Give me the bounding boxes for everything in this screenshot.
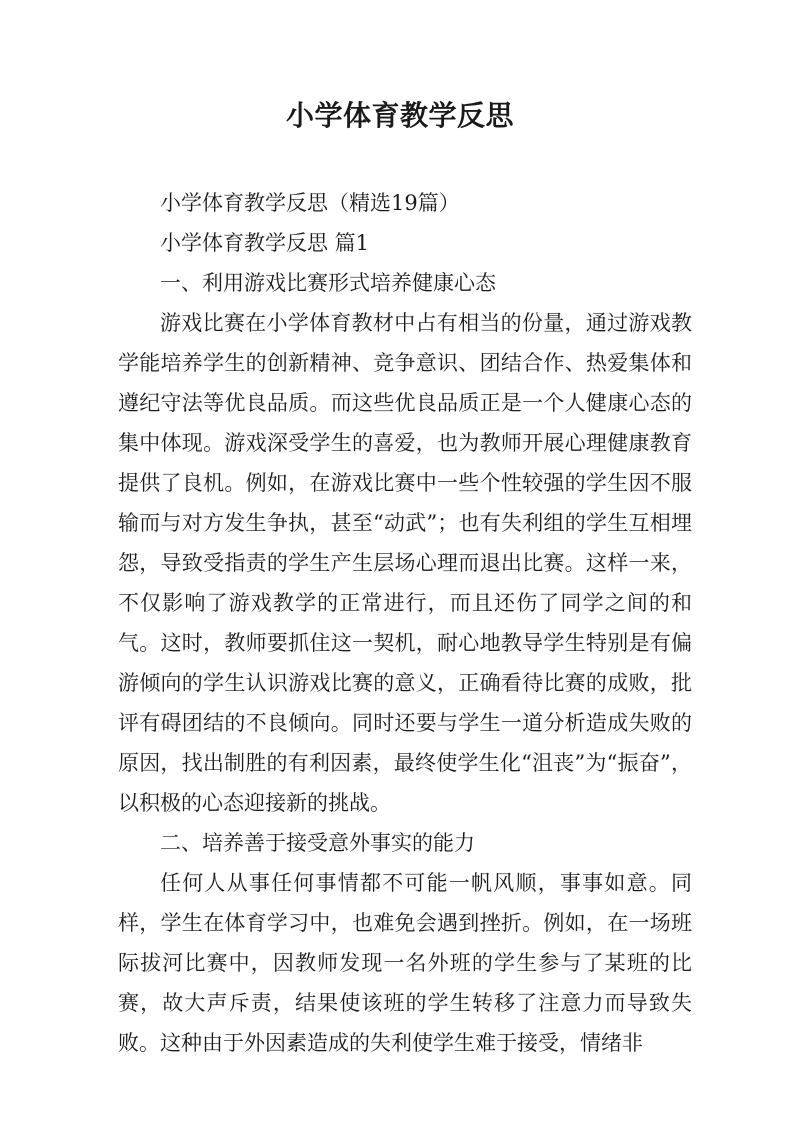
document-body	[118, 183, 692, 1063]
section-heading: 二、培养善于接受意外事实的能力	[160, 831, 475, 855]
body-paragraph: 任何人从事任何事情都不可能一帆风顺，事事如意。同样，学生在体育学习中，也难免会遇到挫折。例如，在一场班际拔河比赛中，因教师发现一名外班的学生参与了某班的比赛，故大声斥责，结果使该班的学生转移了注意力而导致失败。这种由于外因素造成的失利使学生难于接受，情绪非	[118, 871, 692, 1055]
document-title: 小学体育教学反思	[285, 99, 514, 132]
body-paragraph: 游戏比赛在小学体育教材中占有相当的份量，通过游戏教学能培养学生的创新精神、竞争意识、团结合作、热爱集体和遵纪守法等优良品质。而这些优良品质正是一个人健康心态的集中体现。游戏深受学生的喜爱，也为教师开展心理健康教育提供了良机。例如，在游戏比赛中一些个性较强的学生因不服输而与对方发生争执，甚至“动武”；也有失利组的学生互相埋怨，导致受指责的学生产生层场心理而退出比赛。这样一来，不仅影响了游戏教学的正常进行，而且还伤了同学之间的和气。这时，教师要抓住这一契机，耐心地教导学生特别是有偏游倾向的学生认识游戏比赛的意义，正确看待比赛的成败，批评有碍团结的不良倾向。同时还要与学生一道分析造成失败的原因，找出制胜的有利因素，最终使学生化“沮丧”为“振奋”，以积极的心态迎接新的挑战。	[118, 311, 692, 815]
section-heading: 一、利用游戏比赛形式培养健康心态	[160, 271, 496, 295]
document-subtitle: 小学体育教学反思（精选19篇）	[160, 191, 460, 215]
chapter-label: 小学体育教学反思 篇1	[160, 231, 370, 255]
